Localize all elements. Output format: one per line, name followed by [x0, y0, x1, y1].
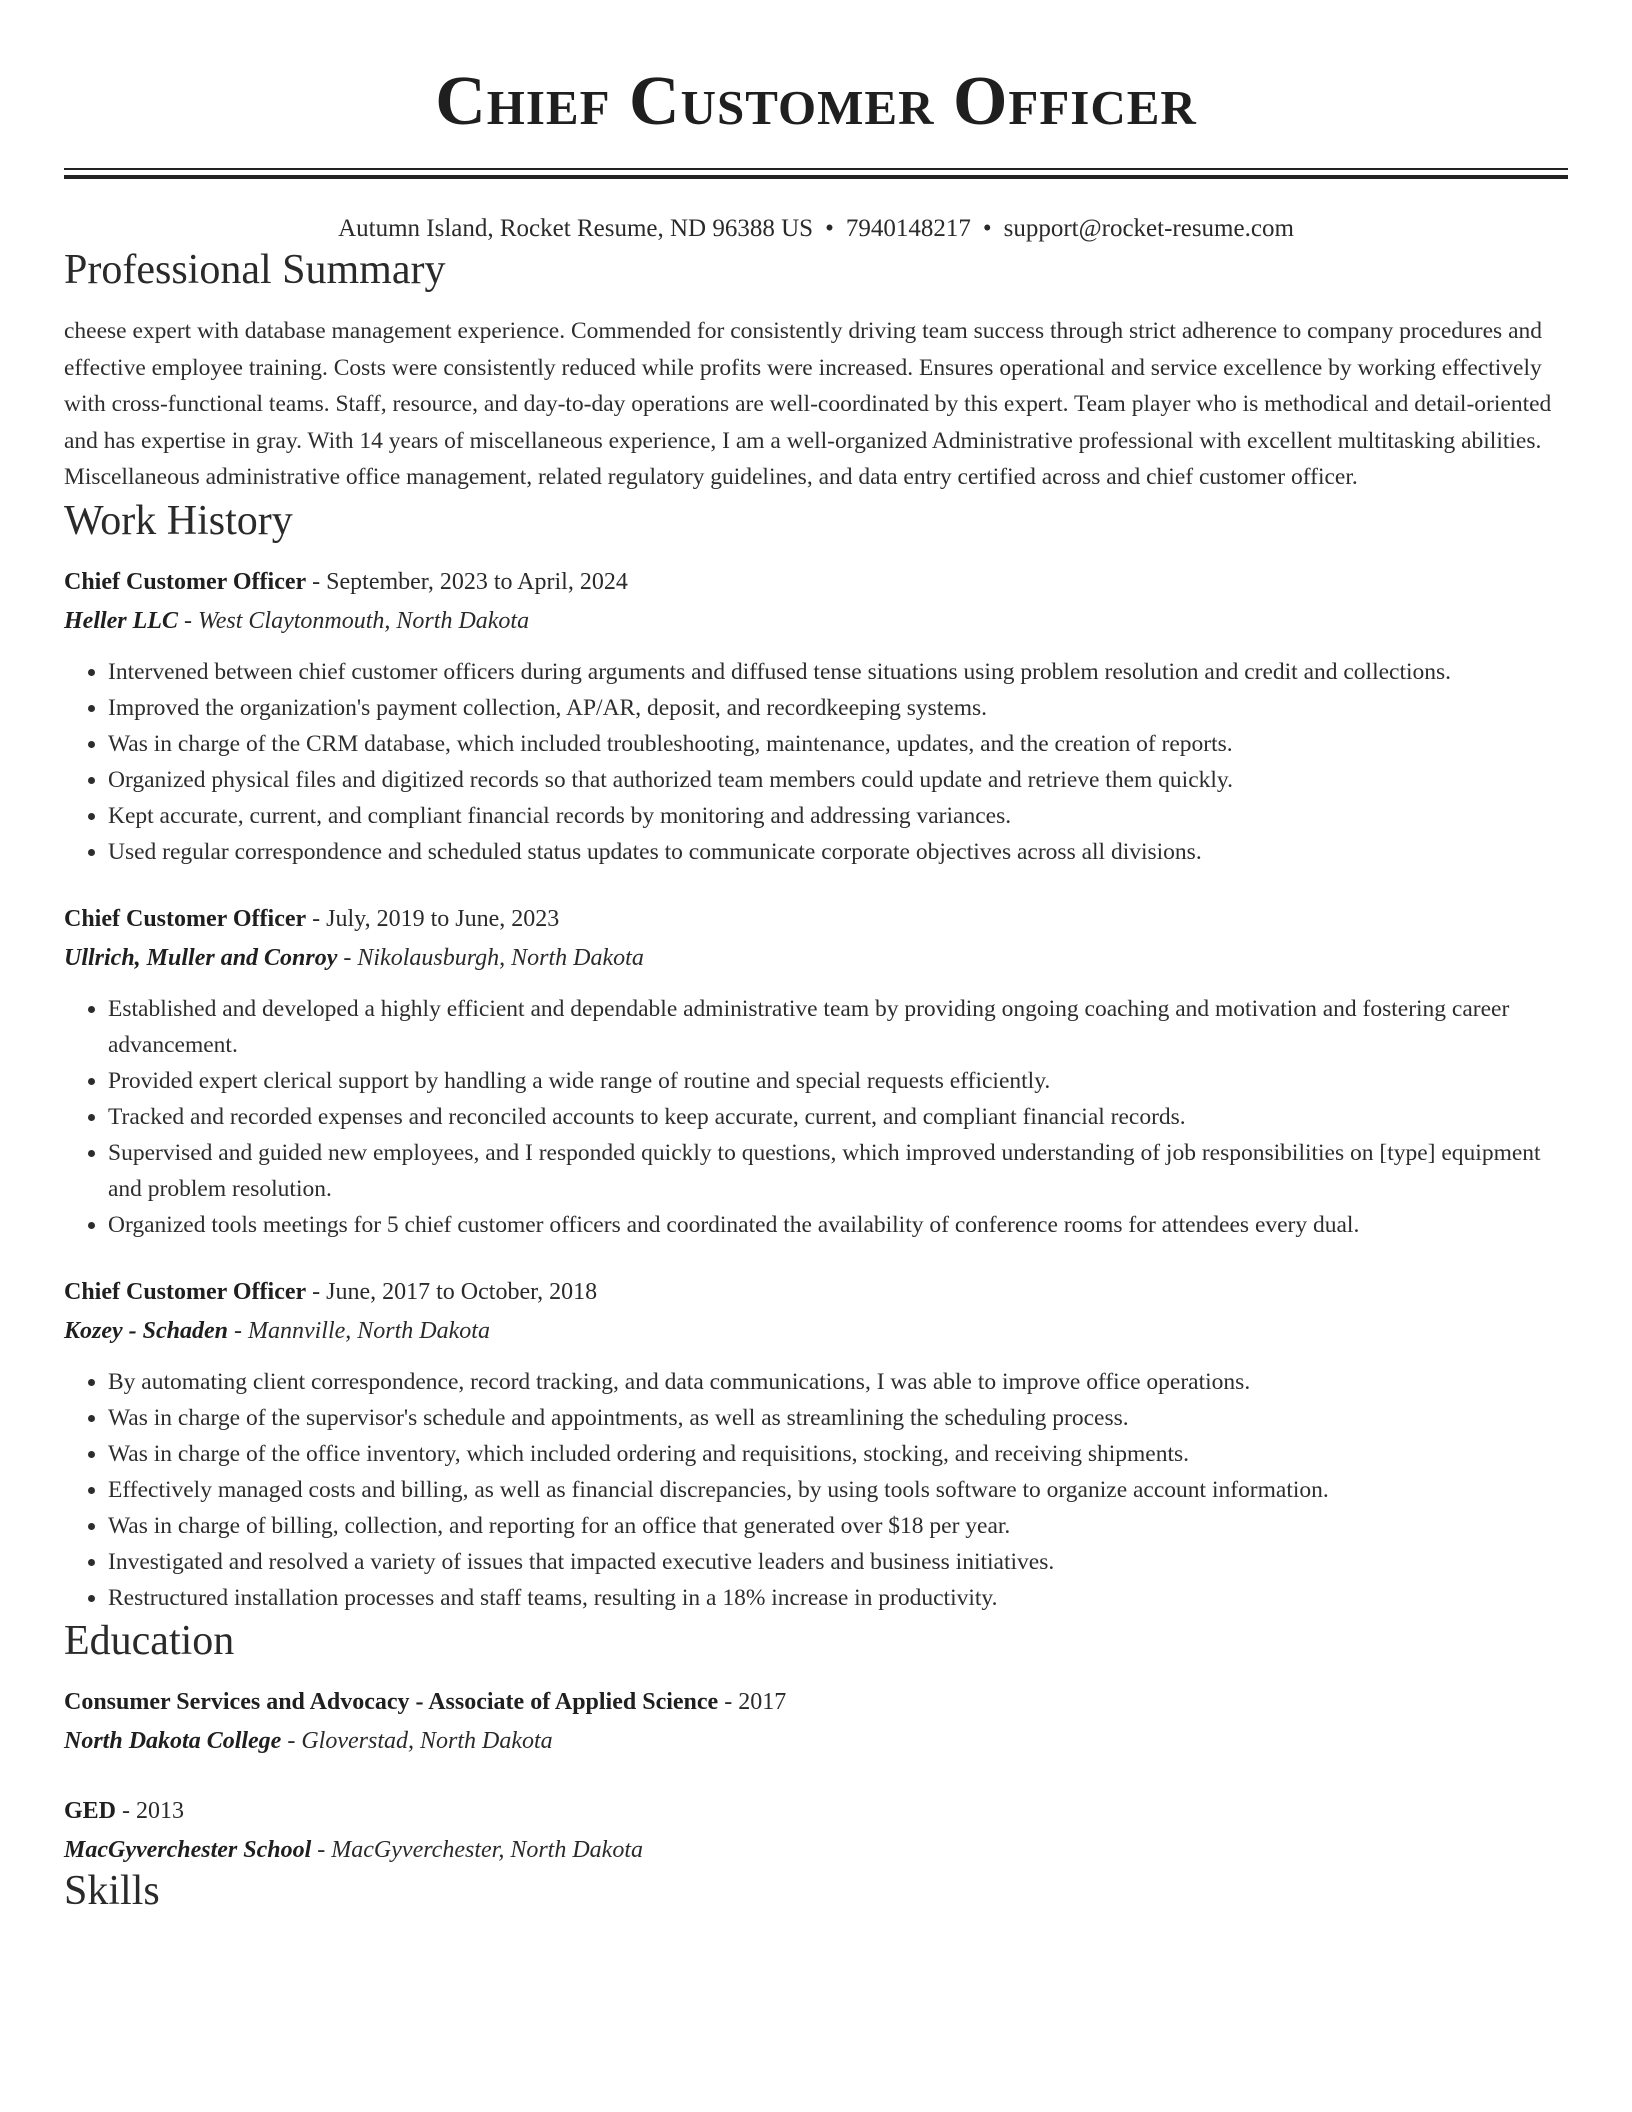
job-bullet: • Used regular correspondence and scheduled status updates to communicate corporate objectives across all divisions.: [108, 834, 1568, 870]
job-company: Heller LLC: [64, 607, 178, 634]
job-bullet: • Was in charge of billing, collection, and reporting for an office that generated over $18 per year.: [108, 1508, 1568, 1544]
job-company-line: [64, 1315, 1568, 1347]
contact-address: Autumn Island, Rocket Resume, ND 96388 US: [338, 215, 814, 242]
job-dates: - June, 2017 to October, 2018: [306, 1278, 598, 1305]
job-bullet: • Effectively managed costs and billing, as well as financial discrepancies, by using tools software to organize account information.: [108, 1472, 1568, 1508]
contact-phone: 7940148217: [845, 215, 971, 242]
job-bullet: • Established and developed a highly efficient and dependable administrative team by providing ongoing coaching and motivation and fostering career advancement.: [108, 991, 1568, 1063]
job-entry: [64, 1276, 1568, 1616]
job-bullet: • By automating client correspondence, record tracking, and data communications, I was able to improve office operations.: [108, 1364, 1568, 1400]
job-bullet: • Restructured installation processes and staff teams, resulting in a 18% increase in productivity.: [108, 1580, 1568, 1616]
education-year: - 2017: [718, 1688, 787, 1715]
job-bullet: • Kept accurate, current, and compliant financial records by monitoring and addressing variances.: [108, 798, 1568, 834]
job-title: Chief Customer Officer: [64, 905, 307, 932]
education-entry: [64, 1795, 1568, 1866]
job-title-line: [64, 903, 1568, 935]
job-bullet: • Was in charge of the CRM database, which included troubleshooting, maintenance, updates, and the creation of reports.: [108, 726, 1568, 762]
education-school-line: [64, 1725, 1568, 1757]
education-degree: GED: [64, 1797, 117, 1824]
job-location: - West Claytonmouth, North Dakota: [177, 607, 530, 634]
education-location: - MacGyverchester, North Dakota: [311, 1836, 643, 1863]
job-bullet: • Organized tools meetings for 5 chief customer officers and coordinated the availability of conference rooms for attendees every dual.: [108, 1207, 1568, 1243]
work-history-heading: Work History: [64, 497, 293, 544]
job-bullet: • Was in charge of the office inventory, which included ordering and requisitions, stocking, and receiving shipments.: [108, 1436, 1568, 1472]
education-heading: Education: [64, 1617, 235, 1664]
job-bullet: • Was in charge of the supervisor's schedule and appointments, as well as streamlining the scheduling process.: [108, 1400, 1568, 1436]
job-bullet: • Tracked and recorded expenses and reconciled accounts to keep accurate, current, and compliant financial records.: [108, 1099, 1568, 1135]
education-year: - 2013: [116, 1797, 185, 1824]
summary-text: cheese expert with database management experience. Commended for consistently driving team success through strict adherence to company procedures and effective employee training. Costs were consistently reduced while profits were increased. Ensures operational and service excellence by working effectively with cross-functional teams. Staff, resource, and day-to-day operations are well-coordinated by this expert. Team player who is methodical and detail-oriented and has expertise in gray. With 14 years of miscellaneous experience, I am a well-organized Administrative professional with excellent multitasking abilities. Miscellaneous administrative office management, related regulatory guidelines, and data entry certified across and chief customer officer.: [64, 318, 1552, 490]
skills-heading: Skills: [64, 1867, 160, 1914]
job-entry: [64, 566, 1568, 870]
job-bullet: • Organized physical files and digitized records so that authorized team members could update and retrieve them quickly.: [108, 762, 1568, 798]
contact-line: [64, 213, 1568, 245]
education-degree: Consumer Services and Advocacy - Associate of Applied Science: [64, 1688, 719, 1715]
education-degree-line: [64, 1686, 1568, 1718]
job-dates: - July, 2019 to June, 2023: [306, 905, 560, 932]
education-school-line: [64, 1834, 1568, 1866]
job-title-line: [64, 566, 1568, 598]
job-company-line: [64, 605, 1568, 637]
job-title: Chief Customer Officer: [64, 568, 307, 595]
job-bullet: • Investigated and resolved a variety of issues that impacted executive leaders and business initiatives.: [108, 1544, 1568, 1580]
contact-email: support@rocket-resume.com: [1003, 215, 1294, 242]
resume-title: Chief Customer Officer: [435, 63, 1197, 140]
education-degree-line: [64, 1795, 1568, 1827]
education-location: - Gloverstad, North Dakota: [281, 1727, 553, 1754]
education-school: North Dakota College: [64, 1727, 282, 1754]
title-divider: [64, 168, 1568, 179]
education-school: MacGyverchester School: [64, 1836, 312, 1863]
job-title-line: [64, 1276, 1568, 1308]
job-bullets: [64, 654, 1568, 870]
job-bullet: • Supervised and guided new employees, and I responded quickly to questions, which improved understanding of job responsibilities on [type] equipment and problem resolution.: [108, 1135, 1568, 1207]
job-entry: [64, 903, 1568, 1243]
contact-separator: •: [825, 215, 834, 242]
job-company-line: [64, 942, 1568, 974]
job-location: - Mannville, North Dakota: [228, 1317, 490, 1344]
contact-separator: •: [982, 215, 992, 242]
education-entry: [64, 1686, 1568, 1757]
job-bullet: • Provided expert clerical support by handling a wide range of routine and special requests efficiently.: [108, 1063, 1568, 1099]
job-bullet: • Intervened between chief customer officers during arguments and diffused tense situations using problem resolution and credit and collections.: [108, 654, 1568, 690]
summary-heading: Professional Summary: [64, 247, 446, 293]
resume-page: [64, 0, 1568, 1916]
job-title: Chief Customer Officer: [64, 1278, 307, 1305]
job-bullet: • Improved the organization's payment collection, AP/AR, deposit, and recordkeeping systems.: [108, 690, 1568, 726]
job-company: Ullrich, Muller and Conroy: [64, 944, 338, 971]
job-company: Kozey - Schaden: [64, 1317, 228, 1344]
job-bullets: [64, 1364, 1568, 1616]
job-location: - Nikolausburgh, North Dakota: [337, 944, 644, 971]
job-bullets: [64, 991, 1568, 1243]
job-dates: - September, 2023 to April, 2024: [306, 568, 628, 595]
